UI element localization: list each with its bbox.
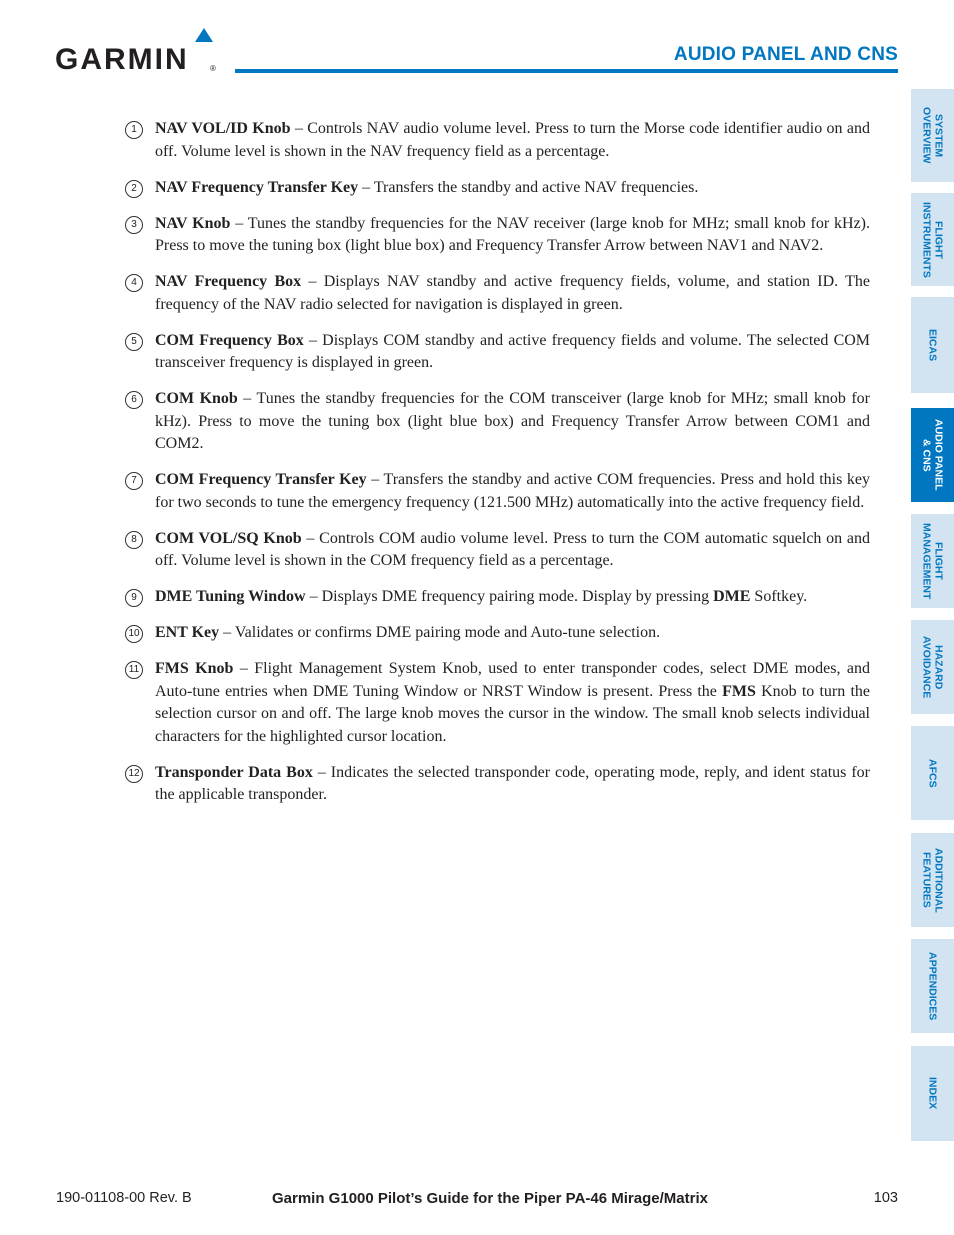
callout-number: 2 [125,180,143,198]
list-item: 9 DME Tuning Window – Displays DME frequency pairing mode. Display by pressing DME Softkey. [125,586,870,609]
list-item: 7 COM Frequency Transfer Key – Transfers the standby and active COM frequencies. Press and hold this key for two seconds to tune the emergency frequency (121.500 MHz) automatically into the active frequency field. [125,469,870,514]
list-item: 1 NAV VOL/ID Knob – Controls NAV audio volume level. Press to turn the Morse code identifier audio on and off. Volume level is shown in the NAV frequency field as a percentage. [125,118,870,163]
tab-flight-management[interactable]: FLIGHT MANAGEMENT [911,514,954,608]
tab-additional-features[interactable]: ADDITIONAL FEATURES [911,833,954,927]
page-number: 103 [873,1190,898,1206]
softkey-name: DME [713,588,751,605]
tab-eicas[interactable]: EICAS [911,297,954,393]
callout-number: 9 [125,589,143,607]
item-description: Displays NAV standby and active frequency fields, volume, and station ID. The frequency of the NAV radio selected for navigation is displayed in green. [155,273,871,313]
tab-appendices[interactable]: APPENDICES [911,939,954,1033]
callout-number: 7 [125,472,143,490]
item-term: NAV Frequency Box [155,273,302,290]
registered-mark: ® [210,64,216,73]
item-description: Flight Management System Knob, used to enter transponder codes, select DME modes, and Auto-tune entries when DME Tuning Window or NRST Window is present. Press the [155,660,871,700]
knob-name: FMS [722,682,756,700]
tab-system-overview[interactable]: SYSTEM OVERVIEW [911,89,954,182]
item-description: Displays DME frequency pairing mode. Display by pressing [321,588,714,605]
list-item: 10 ENT Key – Validates or confirms DME pairing mode and Auto-tune selection. [125,622,870,645]
header-rule [235,69,898,73]
item-description: Transfers the standby and active COM frequencies. Press and hold this key for two seconds to tune the emergency frequency (121.500 MHz) automatically into the active frequency field. [155,471,870,511]
item-term: ENT Key [155,624,220,641]
tab-index[interactable]: INDEX [911,1046,954,1141]
item-term: COM Knob [155,390,238,407]
tab-audio-panel-cns[interactable]: AUDIO PANEL & CNS [911,408,954,502]
item-term: NAV VOL/ID Knob [155,120,291,137]
callout-number: 3 [125,216,143,234]
list-item: 12 Transponder Data Box – Indicates the selected transponder code, operating mode, reply, and ident status for the applicable transponder. [125,762,870,807]
item-term: FMS Knob [155,660,234,677]
item-description: Transfers the standby and active NAV frequencies. [373,178,699,196]
list-item: 6 COM Knob – Tunes the standby frequencies for the COM transceiver (large knob for MHz; small knob for kHz). Press to move the tuning box (light blue box) and Frequency Transfer Arrow between COM1 and COM2. [125,388,870,456]
callout-number: 6 [125,391,143,409]
list-item: 8 COM VOL/SQ Knob – Controls COM audio volume level. Press to turn the COM automatic squelch on and off. Volume level is shown in the COM frequency field as a percentage. [125,528,870,573]
callout-list [125,118,870,820]
item-term: DME Tuning Window [155,588,306,605]
callout-number: 10 [125,625,143,643]
list-item: 2 NAV Frequency Transfer Key – Transfers the standby and active NAV frequencies. [125,177,870,200]
tab-flight-instruments[interactable]: FLIGHT INSTRUMENTS [911,193,954,286]
garmin-triangle-icon [195,28,213,42]
list-item: 4 NAV Frequency Box – Displays NAV standby and active frequency fields, volume, and station ID. The frequency of the NAV radio selected for navigation is displayed in green. [125,271,870,316]
list-item: 11 FMS Knob – Flight Management System Knob, used to enter transponder codes, select DME modes, and Auto-tune entries when DME Tuning Window or NRST Window is present. Press the FMS Knob to turn the selection cursor on and off. The large knob moves the cursor in the window. The small knob selects individual characters for the highlighted cursor location. [125,658,870,748]
logo-text: GARMIN [55,43,189,76]
item-description: Indicates the selected transponder code, operating mode, reply, and ident status for the applicable transponder. [155,763,871,803]
tab-afcs[interactable]: AFCS [911,726,954,820]
callout-number: 1 [125,121,143,139]
item-term: COM VOL/SQ Knob [155,529,302,547]
callout-number: 12 [125,765,143,783]
item-term: NAV Frequency Transfer Key [155,178,359,196]
callout-number: 5 [125,333,143,351]
callout-number: 11 [125,661,143,679]
tab-hazard-avoidance[interactable]: HAZARD AVOIDANCE [911,620,954,714]
item-description: Tunes the standby frequencies for the NAV receiver (large knob for MHz; small knob for kHz). Press to move the tuning box (light blue box) and Frequency Transfer Arrow between NAV1 and NAV2. [155,214,871,254]
item-description: Controls COM audio volume level. Press to turn the COM automatic squelch on and off. Volume level is shown in the COM frequency field as a percentage. [155,529,871,569]
item-description: Displays COM standby and active frequency fields and volume. The selected COM transceiver frequency is displayed in green. [155,331,871,371]
list-item: 3 NAV Knob – Tunes the standby frequencies for the NAV receiver (large knob for MHz; small knob for kHz). Press to move the tuning box (light blue box) and Frequency Transfer Arrow between NAV1 and NAV2. [125,213,870,258]
item-description: Tunes the standby frequencies for the COM transceiver (large knob for MHz; small knob for kHz). Press to move the tuning box (light blue box) and Frequency Transfer Arrow between COM1 and COM2. [155,390,871,452]
section-title: AUDIO PANEL AND CNS [673,44,898,65]
callout-number: 4 [125,274,143,292]
item-description: Validates or confirms DME pairing mode and Auto-tune selection. [234,624,661,641]
item-description: Controls NAV audio volume level. Press to turn the Morse code identifier audio on and off. Volume level is shown in the NAV frequency field as a percentage. [155,120,871,160]
item-term: COM Frequency Box [155,331,304,349]
document-title: Garmin G1000 Pilot’s Guide for the Piper PA-46 Mirage/Matrix [272,1190,708,1207]
garmin-logo [55,28,220,76]
callout-number: 8 [125,531,143,549]
item-term: NAV Knob [155,214,231,232]
list-item: 5 COM Frequency Box – Displays COM standby and active frequency fields and volume. The selected COM transceiver frequency is displayed in green. [125,330,870,375]
document-number: 190-01108-00 Rev. B [56,1190,192,1206]
item-term: Transponder Data Box [155,763,313,781]
item-term: COM Frequency Transfer Key [155,471,367,488]
